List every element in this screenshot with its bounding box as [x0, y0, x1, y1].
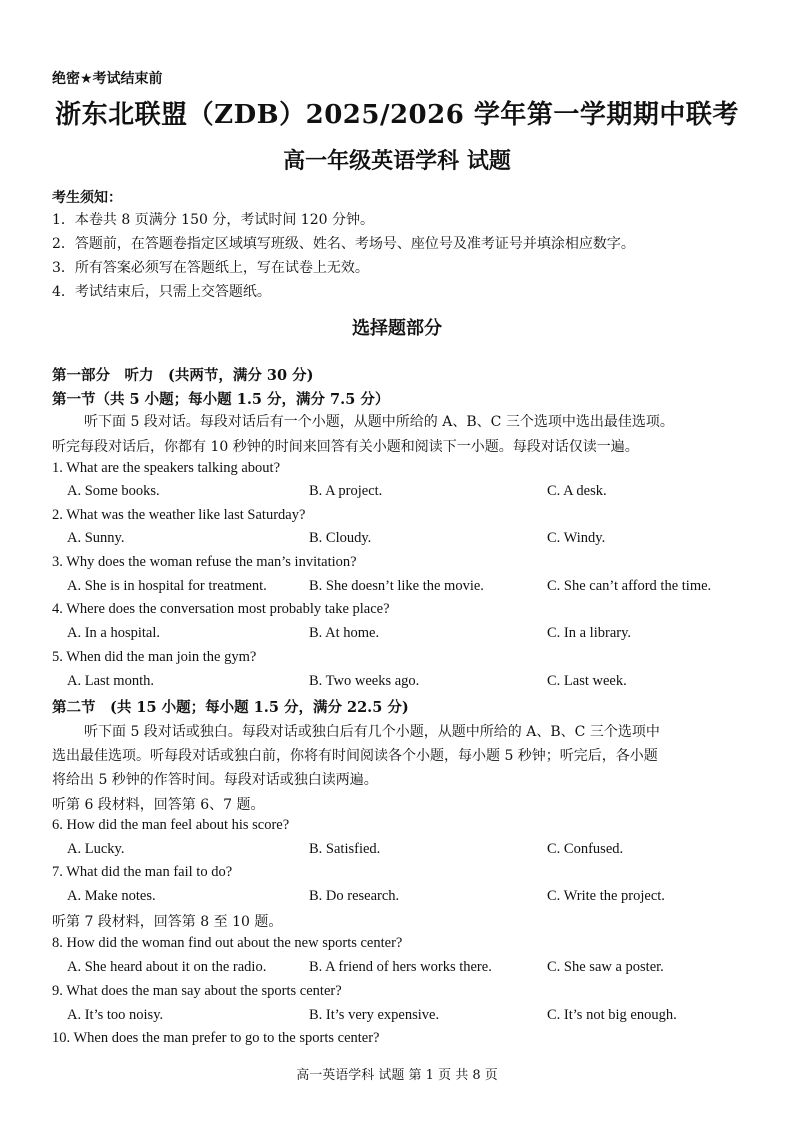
- question-stem: 10. When does the man prefer to go to the sports center?: [52, 1030, 380, 1046]
- option-a: A. Lucky.: [67, 841, 125, 857]
- option-b: B. Do research.: [309, 888, 400, 904]
- option-c: C. Confused.: [547, 841, 624, 857]
- option-b: B. At home.: [309, 625, 380, 641]
- question-stem: 1. What are the speakers talking about?: [52, 460, 281, 476]
- option-a: A. Sunny.: [67, 530, 125, 546]
- question-stem: 2. What was the weather like last Saturday?: [52, 507, 306, 523]
- question-stem: 6. How did the man feel about his score?: [52, 817, 290, 833]
- option-c: C. A desk.: [547, 483, 607, 499]
- option-a: A. She heard about it on the radio.: [67, 959, 267, 975]
- section2-instructions: 将给出 5 秒钟的作答时间。每段对话或独白读两遍。: [52, 772, 378, 788]
- option-c: C. In a library.: [547, 625, 632, 641]
- notice-item: 2．答题前，在答题卷指定区域填写班级、姓名、考场号、座位号及准考证号并填涂相应数字。: [52, 236, 635, 252]
- option-b: B. A friend of hers works there.: [309, 959, 492, 975]
- question-stem: 5. When did the man join the gym?: [52, 649, 257, 665]
- section-title: 选择题部分: [352, 318, 442, 339]
- option-a: A. Last month.: [67, 673, 154, 689]
- option-c: C. She saw a poster.: [547, 959, 664, 975]
- part-heading: 第一部分 听力 (共两节，满分 30 分): [52, 367, 314, 384]
- question-stem: 7. What did the man fail to do?: [52, 864, 233, 880]
- notice-heading: 考生须知：: [52, 190, 122, 206]
- option-b: B. Cloudy.: [309, 530, 372, 546]
- option-b: B. She doesn’t like the movie.: [309, 578, 484, 594]
- option-c: C. Write the project.: [547, 888, 665, 904]
- section2-instructions: 听下面 5 段对话或独白。每段对话或独白后有几个小题，从题中所给的 A、B、C 三个选项中: [84, 724, 660, 740]
- option-b: B. Satisfied.: [309, 841, 381, 857]
- option-a: A. Make notes.: [67, 888, 156, 904]
- material-note: 听第 6 段材料，回答第 6、7 题。: [52, 797, 265, 813]
- option-a: A. She is in hospital for treatment.: [67, 578, 267, 594]
- question-stem: 3. Why does the woman refuse the man’s invitation?: [52, 554, 357, 570]
- question-stem: 9. What does the man say about the sports center?: [52, 983, 342, 999]
- option-c: C. She can’t afford the time.: [547, 578, 712, 594]
- option-b: B. A project.: [309, 483, 383, 499]
- exam-title: 浙东北联盟（ZDB）2025/2026 学年第一学期期中联考: [55, 100, 739, 130]
- notice-item: 1．本卷共 8 页满分 150 分，考试时间 120 分钟。: [52, 212, 374, 228]
- exam-subtitle: 高一年级英语学科 试题: [283, 148, 511, 174]
- question-stem: 4. Where does the conversation most probably take place?: [52, 601, 390, 617]
- page-footer: 高一英语学科 试题 第 1 页 共 8 页: [296, 1068, 498, 1083]
- question-stem: 8. How did the woman find out about the new sports center?: [52, 935, 403, 951]
- material-note: 听第 7 段材料，回答第 8 至 10 题。: [52, 914, 283, 930]
- notice-item: 4．考试结束后，只需上交答题纸。: [52, 284, 271, 300]
- option-b: B. Two weeks ago.: [309, 673, 420, 689]
- section1-heading: 第一节（共 5 小题；每小题 1.5 分，满分 7.5 分）: [52, 391, 390, 408]
- option-c: C. It’s not big enough.: [547, 1007, 677, 1023]
- section2-instructions: 选出最佳选项。听每段对话或独白前，你将有时间阅读各个小题，每小题 5 秒钟；听完后，各小题: [52, 748, 658, 764]
- option-a: A. It’s too noisy.: [67, 1007, 164, 1023]
- option-c: C. Windy.: [547, 530, 606, 546]
- section2-heading: 第二节 (共 15 小题；每小题 1.5 分，满分 22.5 分): [52, 699, 409, 716]
- section1-instructions: 听完每段对话后，你都有 10 秒钟的时间来回答有关小题和阅读下一小题。每段对话仅读一遍。: [52, 439, 639, 455]
- option-a: A. In a hospital.: [67, 625, 161, 641]
- section1-instructions: 听下面 5 段对话。每段对话后有一个小题，从题中所给的 A、B、C 三个选项中选出最佳选项。: [84, 414, 674, 430]
- notice-item: 3．所有答案必须写在答题纸上，写在试卷上无效。: [52, 260, 369, 276]
- option-a: A. Some books.: [67, 483, 160, 499]
- option-b: B. It’s very expensive.: [309, 1007, 440, 1023]
- confidential-mark: 绝密★考试结束前: [52, 71, 163, 87]
- option-c: C. Last week.: [547, 673, 627, 689]
